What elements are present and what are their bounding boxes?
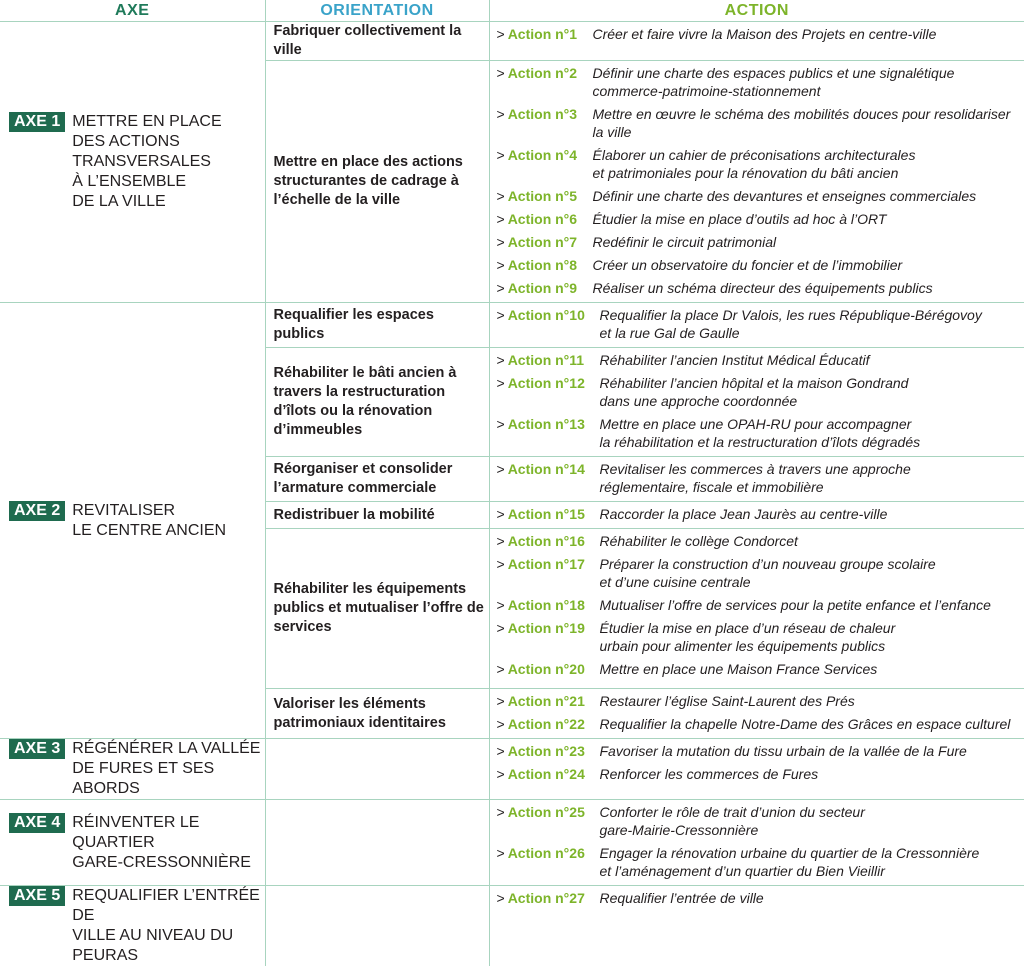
axe-badge: AXE 5 [9,886,65,906]
action-description: Réhabiliter l’ancien hôpital et la maison Gondrand dans une approche coordonnée [600,374,909,410]
chevron-right-icon: > [497,234,505,250]
action-cell [489,502,1024,529]
table-row [0,886,1024,966]
table-row [0,22,1024,61]
chevron-right-icon: > [497,307,505,323]
action-number-text: Action n°5 [508,188,577,204]
action-description: Requalifier la chapelle Notre-Dame des Grâces en espace culturel [600,715,1011,733]
orientation-cell [265,800,489,886]
axe-title: RÉINVENTER LE QUARTIER GARE-CRESSONNIÈRE [72,813,264,873]
action-cell [489,800,1024,886]
orientation-cell [265,61,489,303]
action-item [497,256,1024,274]
action-description: Réhabiliter le collège Condorcet [600,532,798,550]
chevron-right-icon: > [497,845,505,861]
action-item [497,351,1024,369]
action-description: Étudier la mise en place d’outils ad hoc à l’ORT [593,210,887,228]
orientation-label: Valoriser les éléments patrimoniaux identitaires [274,696,446,731]
header-row [0,0,1024,22]
orientation-label: Redistribuer la mobilité [274,507,435,523]
action-description: Réhabiliter l’ancien Institut Médical Éducatif [600,351,870,369]
chevron-right-icon: > [497,693,505,709]
action-item [497,25,1024,43]
axe-badge: AXE 1 [9,112,65,132]
orientation-label: Réhabiliter les équipements publics et mutualiser l’offre de services [274,581,484,635]
axe-cell [0,739,265,800]
action-number [497,210,593,228]
action-description: Raccorder la place Jean Jaurès au centre-ville [600,505,888,523]
chevron-right-icon: > [497,716,505,732]
action-description: Engager la rénovation urbaine du quartier de la Cressonnière et l’aménagement d’un quartier du Bien Vieillir [600,844,980,880]
action-item [497,306,1024,342]
axe-title: RÉGÉNÉRER LA VALLÉE DE FURES ET SES ABORDS [72,739,264,799]
chevron-right-icon: > [497,211,505,227]
action-description: Créer et faire vivre la Maison des Projets en centre-ville [593,25,937,43]
action-description: Revitaliser les commerces à travers une approche réglementaire, fiscale et immobilière [600,460,911,496]
axe-badge: AXE 4 [9,813,65,833]
action-number [497,415,600,451]
orientation-cell [265,22,489,61]
action-description: Élaborer un cahier de préconisations architecturales et patrimoniales pour la rénovation du bâti ancien [593,146,916,182]
axe-title: REQUALIFIER L’ENTRÉE DE VILLE AU NIVEAU DU PEURAS [72,886,264,966]
orientation-cell [265,348,489,457]
action-number [497,555,600,591]
header-action: ACTION [489,0,1024,22]
action-cell [489,22,1024,61]
chevron-right-icon: > [497,461,505,477]
action-number [497,351,600,369]
chevron-right-icon: > [497,106,505,122]
action-item [497,742,1024,760]
orientation-cell [265,502,489,529]
orientation-cell [265,529,489,689]
action-description: Requalifier la place Dr Valois, les rues République-Bérégovoy et la rue Gal de Gaulle [600,306,982,342]
action-number [497,279,593,297]
action-number-text: Action n°17 [508,556,585,572]
action-number [497,64,593,100]
action-number-text: Action n°4 [508,147,577,163]
orientation-cell [265,689,489,739]
action-item [497,660,1024,678]
chevron-right-icon: > [497,556,505,572]
action-cell [489,303,1024,348]
chevron-right-icon: > [497,766,505,782]
action-number [497,460,600,496]
action-description: Définir une charte des devantures et enseignes commerciales [593,187,977,205]
orientation-cell [265,886,489,966]
action-item [497,415,1024,451]
action-number [497,306,600,342]
action-item [497,715,1024,733]
axe-title: REVITALISER LE CENTRE ANCIEN [72,501,226,541]
header-orientation: ORIENTATION [265,0,489,22]
action-description: Favoriser la mutation du tissu urbain de la vallée de la Fure [600,742,967,760]
action-number [497,619,600,655]
action-number-text: Action n°27 [508,890,585,906]
table-body [0,22,1024,966]
action-item [497,555,1024,591]
axe-badge: AXE 3 [9,739,65,759]
action-number [497,715,600,733]
action-number [497,660,600,678]
orientation-label: Requalifier les espaces publics [274,307,434,342]
action-item [497,692,1024,710]
action-number-text: Action n°25 [508,804,585,820]
action-number [497,233,593,251]
action-number [497,187,593,205]
action-cell [489,457,1024,502]
action-number [497,505,600,523]
action-description: Mettre en œuvre le schéma des mobilités douces pour resolidariser la ville [593,105,1024,141]
chevron-right-icon: > [497,352,505,368]
orientation-cell [265,739,489,800]
orientation-label: Réorganiser et consolider l’armature commerciale [274,461,453,496]
action-number [497,256,593,274]
action-number-text: Action n°16 [508,533,585,549]
action-number-text: Action n°23 [508,743,585,759]
action-item [497,619,1024,655]
action-description: Renforcer les commerces de Fures [600,765,819,783]
action-item [497,596,1024,614]
action-cell [489,61,1024,303]
action-number [497,692,600,710]
chevron-right-icon: > [497,533,505,549]
chevron-right-icon: > [497,147,505,163]
chevron-right-icon: > [497,26,505,42]
action-number-text: Action n°7 [508,234,577,250]
chevron-right-icon: > [497,65,505,81]
action-number-text: Action n°18 [508,597,585,613]
axe-cell [0,886,265,966]
action-number [497,889,600,907]
action-item [497,64,1024,100]
action-item [497,105,1024,141]
axe-cell [0,303,265,739]
action-cell [489,739,1024,800]
action-description: Redéfinir le circuit patrimonial [593,233,777,251]
action-cell [489,348,1024,457]
action-number-text: Action n°1 [508,26,577,42]
action-item [497,765,1024,783]
action-number [497,146,593,182]
action-number-text: Action n°13 [508,416,585,432]
action-number-text: Action n°14 [508,461,585,477]
action-number [497,532,600,550]
chevron-right-icon: > [497,804,505,820]
action-item [497,505,1024,523]
chevron-right-icon: > [497,597,505,613]
action-item [497,210,1024,228]
action-number [497,803,600,839]
action-number [497,742,600,760]
chevron-right-icon: > [497,743,505,759]
orientation-label: Mettre en place des actions structurantes de cadrage à l’échelle de la ville [274,154,463,208]
action-number [497,105,593,141]
action-description: Mettre en place une OPAH-RU pour accompagner la réhabilitation et la restructuration d’îlots dégradés [600,415,921,451]
action-description: Préparer la construction d’un nouveau groupe scolaire et d’une cuisine centrale [600,555,936,591]
chevron-right-icon: > [497,890,505,906]
action-number-text: Action n°2 [508,65,577,81]
action-number-text: Action n°10 [508,307,585,323]
axe-cell [0,800,265,886]
axe-badge: AXE 2 [9,501,65,521]
orientation-label: Fabriquer collectivement la ville [274,23,462,58]
action-number [497,374,600,410]
chevron-right-icon: > [497,661,505,677]
orientation-label: Réhabiliter le bâti ancien à travers la restructuration d’îlots ou la rénovation d’immeubles [274,365,457,438]
action-number-text: Action n°12 [508,375,585,391]
action-number-text: Action n°6 [508,211,577,227]
action-item [497,374,1024,410]
table-row [0,739,1024,800]
action-number [497,25,593,43]
action-description: Mutualiser l’offre de services pour la petite enfance et l’enfance [600,596,991,614]
table-row [0,303,1024,348]
chevron-right-icon: > [497,416,505,432]
chevron-right-icon: > [497,188,505,204]
chevron-right-icon: > [497,620,505,636]
action-number-text: Action n°20 [508,661,585,677]
action-number-text: Action n°9 [508,280,577,296]
action-number-text: Action n°19 [508,620,585,636]
table-row [0,800,1024,886]
header-axe: AXE [0,0,265,22]
orientation-cell [265,457,489,502]
action-description: Conforter le rôle de trait d’union du secteur gare-Mairie-Cressonnière [600,803,865,839]
orientation-cell [265,303,489,348]
action-item [497,460,1024,496]
action-item [497,233,1024,251]
action-item [497,844,1024,880]
action-item [497,803,1024,839]
action-item [497,279,1024,297]
action-number [497,765,600,783]
action-number [497,844,600,880]
chevron-right-icon: > [497,280,505,296]
action-number-text: Action n°11 [508,352,584,368]
action-description: Requalifier l’entrée de ville [600,889,764,907]
action-description: Réaliser un schéma directeur des équipements publics [593,279,933,297]
chevron-right-icon: > [497,257,505,273]
action-item [497,889,1024,907]
action-number-text: Action n°26 [508,845,585,861]
action-description: Définir une charte des espaces publics et une signalétique commerce-patrimoine-stationnement [593,64,955,100]
action-number [497,596,600,614]
chevron-right-icon: > [497,375,505,391]
chevron-right-icon: > [497,506,505,522]
action-description: Étudier la mise en place d’un réseau de chaleur urbain pour alimenter les équipements publics [600,619,896,655]
action-item [497,187,1024,205]
action-number-text: Action n°22 [508,716,585,732]
action-number-text: Action n°24 [508,766,585,782]
action-description: Créer un observatoire du foncier et de l’immobilier [593,256,903,274]
action-description: Mettre en place une Maison France Services [600,660,878,678]
action-number-text: Action n°3 [508,106,577,122]
action-cell [489,529,1024,689]
action-number-text: Action n°8 [508,257,577,273]
action-cell [489,886,1024,966]
action-cell [489,689,1024,739]
action-number-text: Action n°15 [508,506,585,522]
axe-title: METTRE EN PLACE DES ACTIONS TRANSVERSALES À L’ENSEMBLE DE LA VILLE [72,112,221,212]
action-item [497,146,1024,182]
action-number-text: Action n°21 [508,693,585,709]
axe-cell [0,22,265,303]
action-description: Restaurer l’église Saint-Laurent des Prés [600,692,855,710]
action-item [497,532,1024,550]
